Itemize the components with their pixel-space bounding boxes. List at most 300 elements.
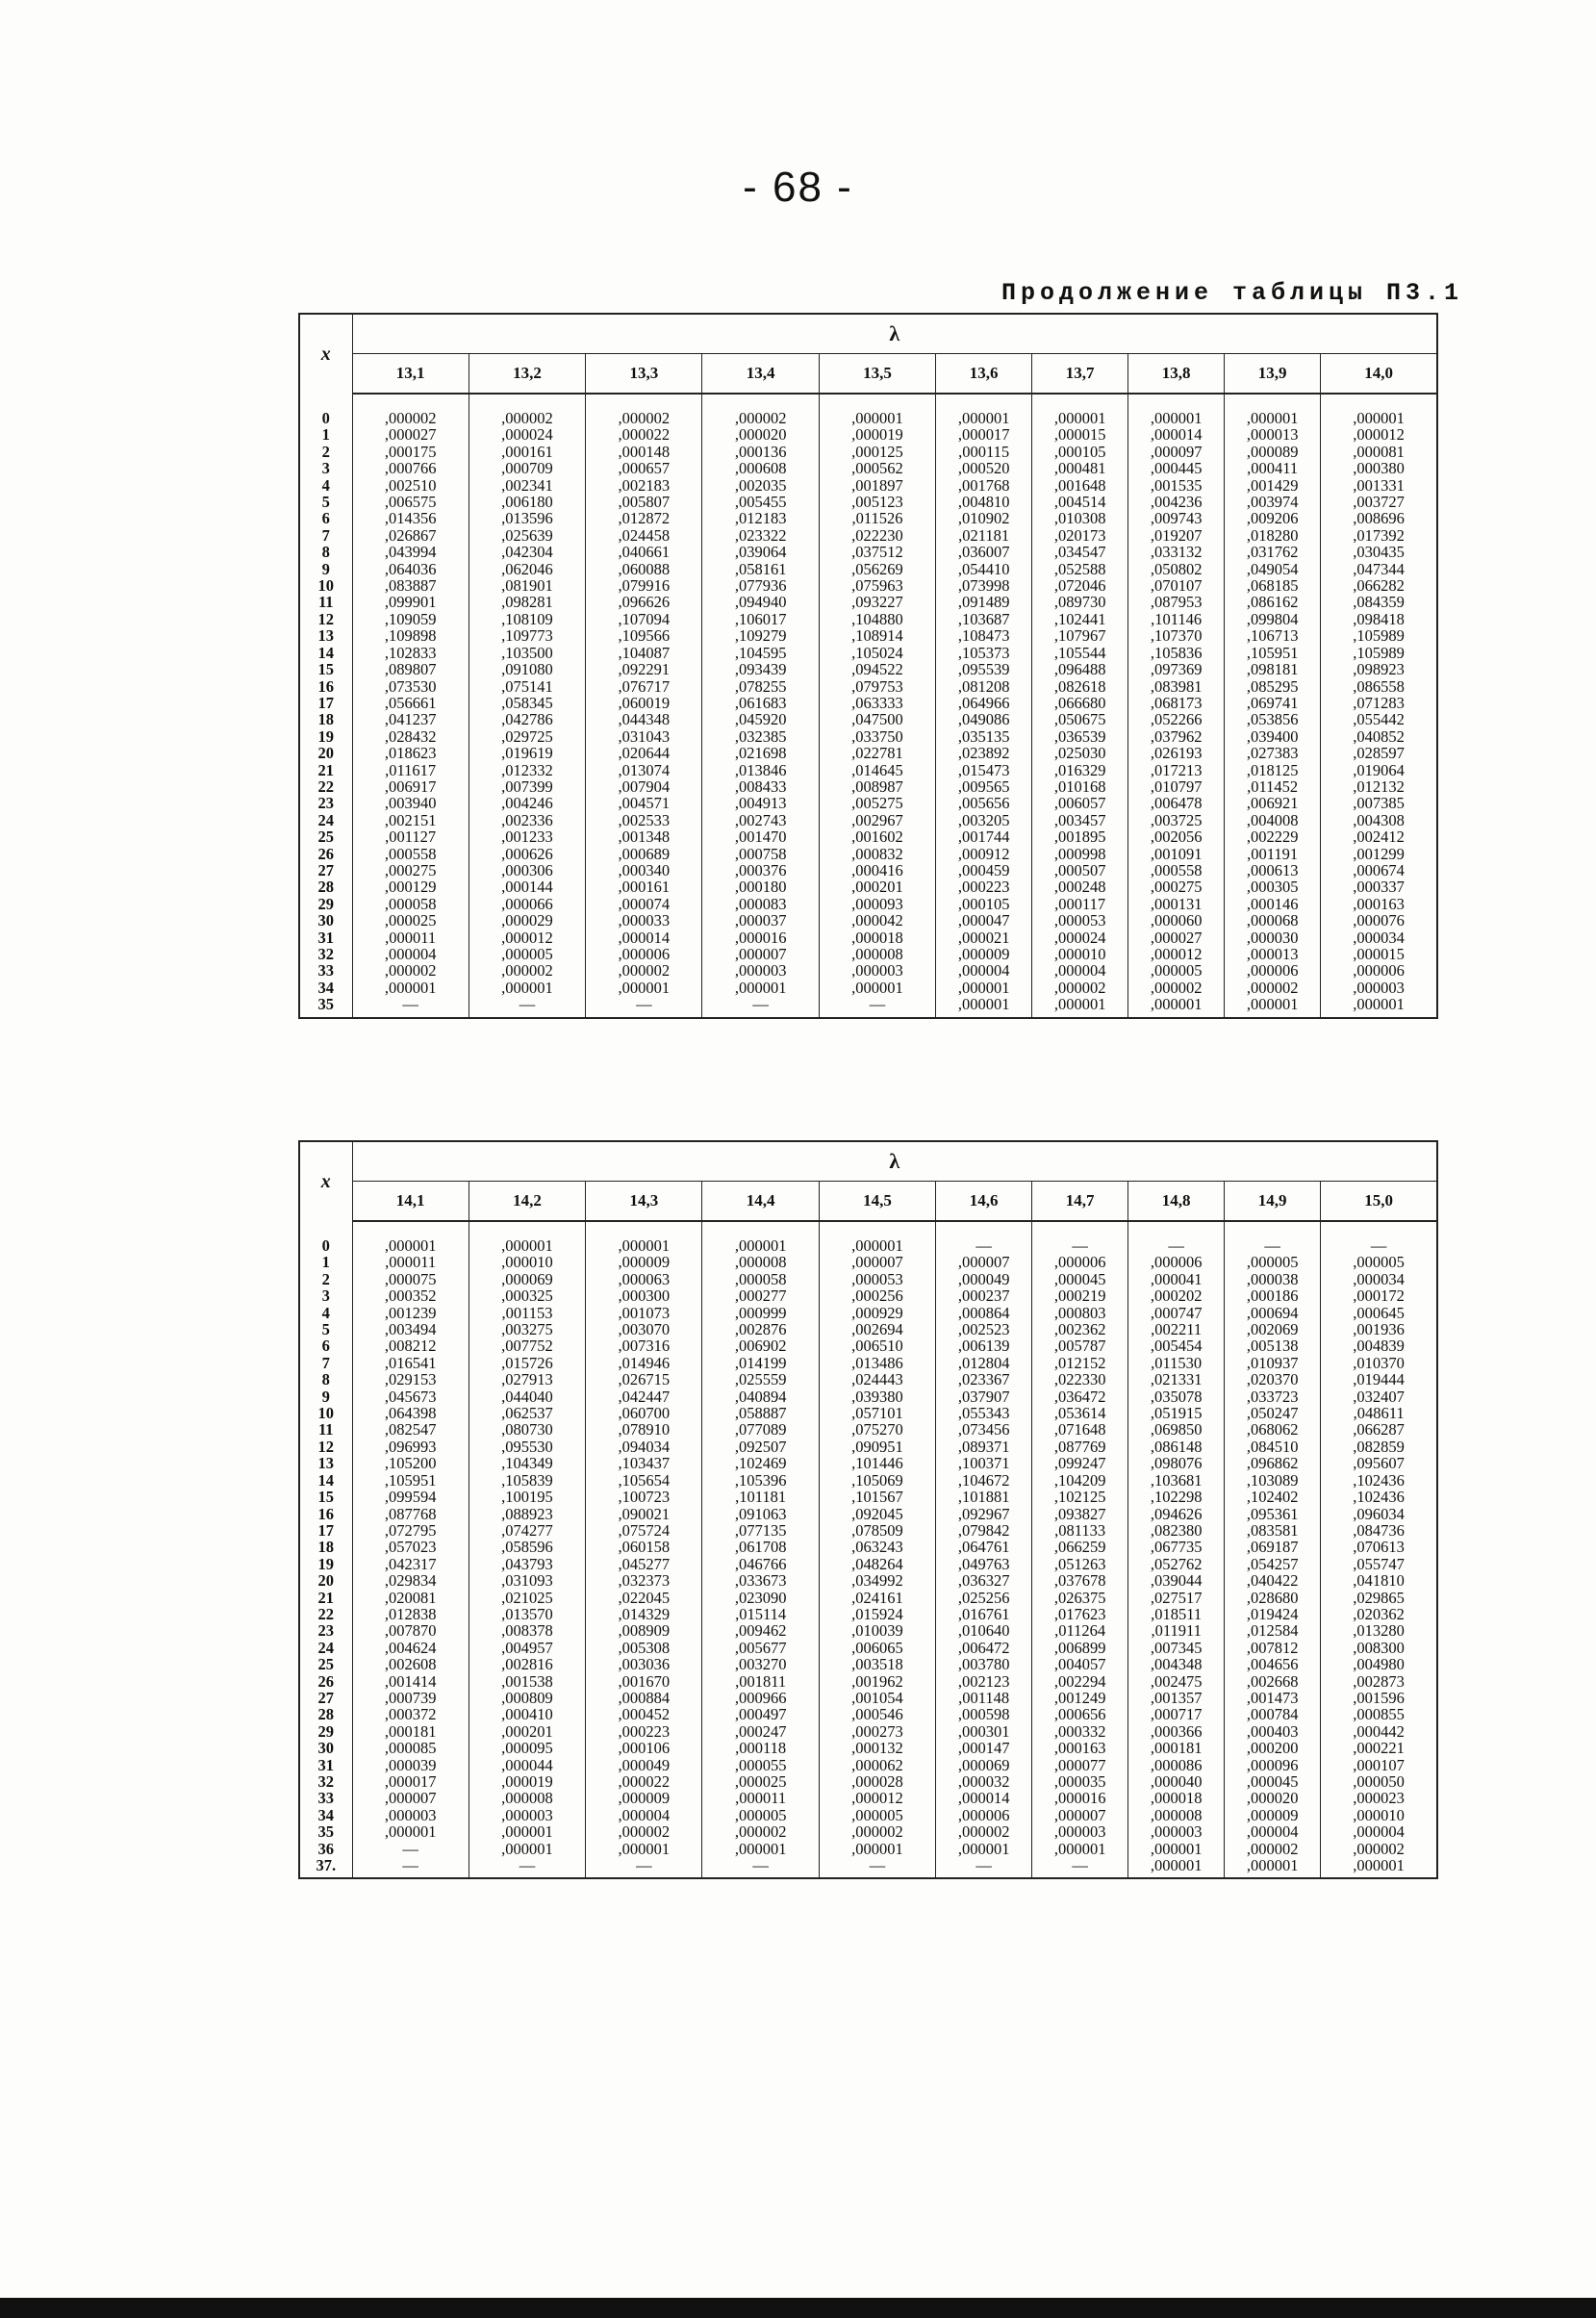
probability-value: ,105200 — [384, 1454, 437, 1473]
probability-value: ,028597 — [1353, 744, 1405, 763]
probability-value: ,105654 — [618, 1470, 671, 1490]
probability-value: ,000301 — [957, 1721, 1010, 1741]
probability-value: ,000003 — [734, 961, 787, 981]
probability-value: ,000001 — [1353, 995, 1405, 1014]
probability-value: ,000095 — [501, 1739, 553, 1758]
probability-value: ,002211 — [1151, 1320, 1203, 1339]
probability-value: ,077936 — [734, 576, 787, 596]
probability-value: ,000161 — [618, 878, 671, 897]
probability-value: ,102441 — [1053, 609, 1106, 628]
x-value: 21 — [317, 1588, 334, 1607]
probability-value: ,066282 — [1353, 576, 1405, 596]
probability-value: ,000002 — [501, 409, 553, 427]
probability-value: ,000132 — [851, 1739, 903, 1758]
probability-value: ,039064 — [734, 543, 787, 562]
probability-value: ,002743 — [734, 810, 787, 829]
probability-value: ,000416 — [851, 860, 903, 879]
probability-value: ,000002 — [957, 1822, 1010, 1842]
probability-value: ,000044 — [501, 1755, 553, 1774]
probability-value: ,000002 — [1246, 978, 1299, 997]
probability-value: ,071283 — [1353, 693, 1405, 712]
probability-value: ,043793 — [501, 1554, 553, 1573]
probability-value: ,064398 — [384, 1404, 437, 1423]
probability-value: ,000034 — [1353, 928, 1405, 947]
probability-value: — — [1168, 1236, 1184, 1255]
probability-value: ,002873 — [1353, 1671, 1405, 1691]
probability-value: ,000131 — [1150, 894, 1203, 913]
probability-value: ,000864 — [957, 1303, 1010, 1322]
probability-value: ,000507 — [1053, 860, 1106, 879]
probability-value: ,012804 — [957, 1353, 1010, 1372]
probability-value: ,049054 — [1246, 559, 1299, 578]
probability-value: — — [636, 995, 652, 1014]
probability-value: ,010039 — [851, 1621, 903, 1641]
probability-value: ,000608 — [734, 459, 787, 478]
x-value: 9 — [321, 1387, 330, 1406]
probability-value: ,101446 — [851, 1454, 903, 1473]
probability-value: ,050247 — [1246, 1404, 1299, 1423]
probability-value: ,000086 — [1150, 1755, 1203, 1774]
x-column-header: x — [299, 314, 352, 394]
probability-value: ,082859 — [1353, 1437, 1405, 1456]
probability-value: ,100195 — [501, 1488, 553, 1507]
probability-value: ,000674 — [1353, 860, 1405, 879]
probability-value: ,012584 — [1246, 1621, 1299, 1641]
probability-value: ,000004 — [1353, 1822, 1405, 1842]
probability-value: ,000063 — [618, 1269, 671, 1288]
probability-value: ,048611 — [1353, 1404, 1405, 1423]
probability-value: ,000069 — [501, 1269, 553, 1288]
probability-value: ,037678 — [1053, 1571, 1106, 1591]
probability-value: ,067735 — [1150, 1538, 1203, 1557]
probability-value: ,100371 — [957, 1454, 1010, 1473]
probability-value: — — [402, 1856, 418, 1875]
probability-value: ,060088 — [618, 559, 671, 578]
lambda-value-header: 14,0 — [1321, 354, 1437, 395]
probability-value: ,000366 — [1150, 1721, 1203, 1741]
probability-value: ,000077 — [1053, 1755, 1106, 1774]
probability-value: ,018511 — [1151, 1604, 1203, 1623]
probability-value: ,017392 — [1353, 525, 1405, 545]
probability-value: ,106713 — [1246, 626, 1299, 646]
probability-value: ,001249 — [1053, 1688, 1106, 1707]
probability-value: ,000626 — [501, 844, 553, 863]
probability-value: ,099901 — [384, 593, 437, 612]
lambda-header: λ — [352, 314, 1437, 354]
probability-value: ,108473 — [957, 626, 1010, 646]
probability-value: ,000300 — [618, 1286, 671, 1306]
probability-value: ,004571 — [618, 794, 671, 813]
probability-column — [819, 408, 935, 1018]
probability-value: ,000011 — [385, 1253, 437, 1272]
probability-value: ,000045 — [1053, 1269, 1106, 1288]
probability-value: ,000136 — [734, 442, 787, 461]
probability-value: ,001233 — [501, 828, 553, 847]
probability-value: ,006510 — [851, 1337, 903, 1356]
x-value: 11 — [317, 1420, 334, 1439]
probability-value: ,083981 — [1150, 676, 1203, 696]
probability-value: ,003070 — [618, 1320, 671, 1339]
probability-value: ,000380 — [1353, 459, 1405, 478]
probability-value: — — [519, 995, 536, 1014]
probability-value: ,000039 — [384, 1755, 437, 1774]
probability-value: ,000002 — [618, 1822, 671, 1842]
probability-value: ,002816 — [501, 1655, 553, 1674]
probability-value: ,033723 — [1246, 1387, 1299, 1406]
probability-value: ,013596 — [501, 509, 553, 528]
probability-value: ,018623 — [384, 744, 437, 763]
probability-value: ,005807 — [618, 493, 671, 512]
probability-value: ,019619 — [501, 744, 553, 763]
probability-value: ,002123 — [957, 1671, 1010, 1691]
probability-value: ,000001 — [1150, 1856, 1203, 1875]
probability-value: ,000001 — [734, 978, 787, 997]
x-value: 12 — [317, 609, 334, 628]
x-value: 17 — [317, 693, 334, 712]
x-value: 24 — [317, 1638, 334, 1657]
lambda-value-header: 14,3 — [586, 1182, 702, 1222]
probability-value: ,008696 — [1353, 509, 1405, 528]
probability-value: ,108914 — [851, 626, 903, 646]
probability-value: ,060158 — [618, 1538, 671, 1557]
probability-value: ,003974 — [1246, 493, 1299, 512]
probability-value: ,037962 — [1150, 726, 1203, 746]
probability-value: ,040852 — [1353, 726, 1405, 746]
probability-value: ,105989 — [1353, 626, 1405, 646]
x-value: 34 — [317, 978, 334, 997]
x-value: 32 — [317, 1772, 334, 1791]
probability-value: ,057101 — [851, 1404, 903, 1423]
probability-value: ,006472 — [957, 1638, 1010, 1657]
probability-value: ,001535 — [1150, 475, 1203, 495]
probability-value: ,001648 — [1053, 475, 1106, 495]
probability-value: ,012152 — [1053, 1353, 1106, 1372]
probability-value: ,092291 — [618, 660, 671, 679]
probability-value: ,031762 — [1246, 543, 1299, 562]
probability-value: ,000277 — [734, 1286, 787, 1306]
probability-value: ,000966 — [734, 1688, 787, 1707]
probability-value: ,015114 — [735, 1604, 787, 1623]
probability-value: ,000006 — [957, 1805, 1010, 1824]
probability-value: ,030435 — [1353, 543, 1405, 562]
probability-value: — — [1072, 1236, 1088, 1255]
x-value: 30 — [317, 1739, 334, 1758]
probability-value: ,000001 — [618, 978, 671, 997]
probability-value: ,000022 — [618, 1772, 671, 1791]
probability-value: ,000147 — [957, 1739, 1010, 1758]
probability-value: ,050675 — [1053, 710, 1106, 729]
probability-value: ,105024 — [851, 643, 903, 662]
lambda-value-header: 13,7 — [1032, 354, 1128, 395]
probability-value: ,001191 — [1247, 844, 1299, 863]
probability-value: ,000002 — [734, 409, 787, 427]
probability-value: ,053614 — [1053, 1404, 1106, 1423]
x-value: 26 — [317, 1671, 334, 1691]
probability-value: ,000001 — [734, 1236, 787, 1255]
probability-value: ,000002 — [734, 1822, 787, 1842]
probability-value: ,000181 — [1150, 1739, 1203, 1758]
probability-value: ,000001 — [957, 995, 1010, 1014]
probability-value: ,000005 — [851, 1805, 903, 1824]
probability-value: ,066259 — [1053, 1538, 1106, 1557]
probability-value: ,002876 — [734, 1320, 787, 1339]
probability-value: ,016541 — [384, 1353, 437, 1372]
probability-value: ,022330 — [1053, 1370, 1106, 1389]
x-value: 3 — [321, 1286, 330, 1306]
probability-value: ,000117 — [1054, 894, 1106, 913]
probability-column — [1321, 1235, 1437, 1878]
probability-value: ,087768 — [384, 1504, 437, 1523]
probability-value: ,003725 — [1150, 810, 1203, 829]
probability-value: ,000411 — [1247, 459, 1299, 478]
probability-value: ,000005 — [1150, 961, 1203, 981]
probability-value: ,083887 — [384, 576, 437, 596]
probability-value: — — [975, 1236, 992, 1255]
probability-value: ,012872 — [618, 509, 671, 528]
probability-value: ,000015 — [1053, 425, 1106, 445]
probability-value: ,028680 — [1246, 1588, 1299, 1607]
probability-value: ,006902 — [734, 1337, 787, 1356]
probability-value: ,009462 — [734, 1621, 787, 1641]
lambda-value-header: 13,4 — [702, 354, 819, 395]
probability-value: ,032385 — [734, 726, 787, 746]
probability-value: ,000003 — [501, 1805, 553, 1824]
probability-value: ,000008 — [501, 1789, 553, 1808]
probability-value: ,000004 — [384, 945, 437, 963]
probability-value: ,000018 — [851, 928, 903, 947]
probability-value: ,000055 — [734, 1755, 787, 1774]
probability-value: ,023322 — [734, 525, 787, 545]
probability-column — [936, 1235, 1032, 1878]
probability-value: ,003494 — [384, 1320, 437, 1339]
probability-value: ,012838 — [384, 1604, 437, 1623]
probability-value: ,008300 — [1353, 1638, 1405, 1657]
probability-value: ,000709 — [501, 459, 553, 478]
lambda-value-header: 13,6 — [936, 354, 1032, 395]
probability-value: ,029865 — [1353, 1588, 1405, 1607]
probability-column — [352, 408, 469, 1018]
x-value: 27 — [317, 860, 334, 879]
probability-value: ,068173 — [1150, 693, 1203, 712]
probability-value: ,010937 — [1246, 1353, 1299, 1372]
probability-value: ,019444 — [1353, 1370, 1405, 1389]
probability-value: ,000006 — [618, 945, 671, 963]
probability-value: ,105951 — [384, 1470, 437, 1490]
probability-column — [702, 408, 819, 1018]
probability-value: ,104880 — [851, 609, 903, 628]
probability-value: ,000016 — [1053, 1789, 1106, 1808]
probability-value: — — [752, 995, 769, 1014]
probability-value: ,078910 — [618, 1420, 671, 1439]
probability-value: ,060019 — [618, 693, 671, 712]
probability-value: ,007345 — [1150, 1638, 1203, 1657]
probability-value: ,032407 — [1353, 1387, 1405, 1406]
x-value: 12 — [317, 1437, 334, 1456]
probability-value: ,011617 — [385, 760, 437, 779]
x-value: 7 — [321, 525, 330, 545]
x-value: 23 — [317, 794, 334, 813]
probability-value: ,007870 — [384, 1621, 437, 1641]
probability-value: ,011264 — [1054, 1621, 1106, 1641]
probability-value: ,000001 — [1353, 409, 1405, 427]
probability-value: ,020644 — [618, 744, 671, 763]
x-value: 13 — [317, 1454, 334, 1473]
probability-value: ,105373 — [957, 643, 1010, 662]
probability-value: ,028432 — [384, 726, 437, 746]
probability-value: ,019064 — [1353, 760, 1405, 779]
x-value: 14 — [317, 643, 334, 662]
probability-value: ,000017 — [384, 1772, 437, 1791]
probability-value: ,010308 — [1053, 509, 1106, 528]
page-number: - 68 - — [743, 164, 853, 211]
probability-value: ,000613 — [1246, 860, 1299, 879]
probability-value: — — [975, 1856, 992, 1875]
probability-value: ,070613 — [1353, 1538, 1405, 1557]
probability-value: ,001299 — [1353, 844, 1405, 863]
probability-value: ,000001 — [1053, 995, 1106, 1014]
probability-value: ,022230 — [851, 525, 903, 545]
probability-value: ,103437 — [618, 1454, 671, 1473]
probability-value: ,005123 — [851, 493, 903, 512]
probability-value: ,102469 — [734, 1454, 787, 1473]
probability-value: ,102125 — [1053, 1488, 1106, 1507]
probability-value: ,033132 — [1150, 543, 1203, 562]
x-value: 26 — [317, 844, 334, 863]
probability-value: ,001153 — [501, 1303, 553, 1322]
probability-value: ,075141 — [501, 676, 553, 696]
probability-value: ,015726 — [501, 1353, 553, 1372]
probability-value: ,039400 — [1246, 726, 1299, 746]
probability-value: ,000007 — [734, 945, 787, 963]
probability-value: ,033750 — [851, 726, 903, 746]
probability-value: ,004308 — [1353, 810, 1405, 829]
probability-value: ,009565 — [957, 777, 1010, 796]
probability-value: ,002151 — [384, 810, 437, 829]
probability-value: ,000107 — [1353, 1755, 1405, 1774]
probability-value: ,000032 — [957, 1772, 1010, 1791]
probability-value: ,000766 — [384, 459, 437, 478]
probability-value: ,045673 — [384, 1387, 437, 1406]
probability-value: ,064036 — [384, 559, 437, 578]
probability-value: ,000041 — [1150, 1269, 1203, 1288]
probability-value: ,025256 — [957, 1588, 1010, 1607]
lambda-values-row — [299, 354, 1437, 395]
probability-value: ,024443 — [851, 1370, 903, 1389]
probability-value: ,000001 — [851, 409, 903, 427]
probability-value: ,018125 — [1246, 760, 1299, 779]
probability-value: ,000010 — [501, 1253, 553, 1272]
probability-value: ,001414 — [384, 1671, 437, 1691]
probability-value: ,026867 — [384, 525, 437, 545]
probability-value: ,006899 — [1053, 1638, 1106, 1657]
probability-value: ,000006 — [1053, 1253, 1106, 1272]
probability-value: ,014199 — [734, 1353, 787, 1372]
probability-value: ,021331 — [1150, 1370, 1203, 1389]
probability-value: ,104595 — [734, 643, 787, 662]
x-value: 5 — [321, 493, 330, 512]
probability-value: ,018280 — [1246, 525, 1299, 545]
probability-value: ,000175 — [384, 442, 437, 461]
probability-value: ,082547 — [384, 1420, 437, 1439]
probability-value: ,003940 — [384, 794, 437, 813]
probability-value: ,075963 — [851, 576, 903, 596]
probability-value: ,000018 — [1150, 1789, 1203, 1808]
probability-value: — — [1370, 1236, 1387, 1255]
probability-value: ,005787 — [1053, 1337, 1106, 1356]
x-value: 18 — [317, 1538, 334, 1557]
probability-value: ,006575 — [384, 493, 437, 512]
probability-value: ,000180 — [734, 878, 787, 897]
probability-value: ,084359 — [1353, 593, 1405, 612]
probability-value: ,010640 — [957, 1621, 1010, 1641]
probability-value: ,089371 — [957, 1437, 1010, 1456]
probability-value: ,000410 — [501, 1705, 553, 1724]
probability-value: ,072046 — [1053, 576, 1106, 596]
probability-value: ,000372 — [384, 1705, 437, 1724]
probability-value: ,000020 — [1246, 1789, 1299, 1808]
probability-value: ,002694 — [851, 1320, 903, 1339]
probability-value: ,000481 — [1053, 459, 1106, 478]
probability-column — [1128, 1235, 1225, 1878]
x-value: 29 — [317, 894, 334, 913]
probability-value: ,000376 — [734, 860, 787, 879]
probability-value: ,000005 — [734, 1805, 787, 1824]
probability-value: ,050802 — [1150, 559, 1203, 578]
probability-value: ,000011 — [385, 928, 437, 947]
probability-value: ,041237 — [384, 710, 437, 729]
x-value: 10 — [317, 1404, 334, 1423]
probability-value: ,000076 — [1353, 911, 1405, 930]
probability-value: ,000105 — [1053, 442, 1106, 461]
probability-value: ,058161 — [734, 559, 787, 578]
probability-value: ,000012 — [1150, 945, 1203, 963]
probability-value: ,001768 — [957, 475, 1010, 495]
probability-value: ,002967 — [851, 810, 903, 829]
probability-value: ,001331 — [1353, 475, 1405, 495]
probability-value: ,102436 — [1353, 1470, 1405, 1490]
probability-value: ,061683 — [734, 693, 787, 712]
probability-value: ,007316 — [618, 1337, 671, 1356]
probability-value: — — [402, 995, 418, 1014]
probability-value: ,000025 — [734, 1772, 787, 1791]
probability-value: ,001895 — [1053, 828, 1106, 847]
probability-value: ,000001 — [618, 1839, 671, 1858]
probability-value: ,037512 — [851, 543, 903, 562]
probability-value: ,081208 — [957, 676, 1010, 696]
probability-value: ,011911 — [1151, 1621, 1202, 1641]
probability-value: ,066680 — [1053, 693, 1106, 712]
probability-value: ,014946 — [618, 1353, 671, 1372]
probability-value: ,092045 — [851, 1504, 903, 1523]
probability-value: ,000019 — [501, 1772, 553, 1791]
probability-value: ,015473 — [957, 760, 1010, 779]
probability-value: ,000003 — [1053, 1822, 1106, 1842]
probability-value: ,016761 — [957, 1604, 1010, 1623]
probability-value: ,105836 — [1150, 643, 1203, 662]
probability-value: ,060700 — [618, 1404, 671, 1423]
probability-value: ,000006 — [1246, 961, 1299, 981]
lambda-value-header: 14,2 — [469, 1182, 585, 1222]
x-value: 32 — [317, 945, 334, 963]
probability-column — [1032, 1235, 1128, 1878]
probability-value: ,000001 — [957, 1839, 1010, 1858]
probability-value: ,000004 — [1246, 1822, 1299, 1842]
probability-value: ,000008 — [851, 945, 903, 963]
probability-value: ,081133 — [1054, 1520, 1106, 1540]
probability-value: ,105396 — [734, 1470, 787, 1490]
probability-value: ,000001 — [618, 1236, 671, 1255]
probability-value: ,001348 — [618, 828, 671, 847]
